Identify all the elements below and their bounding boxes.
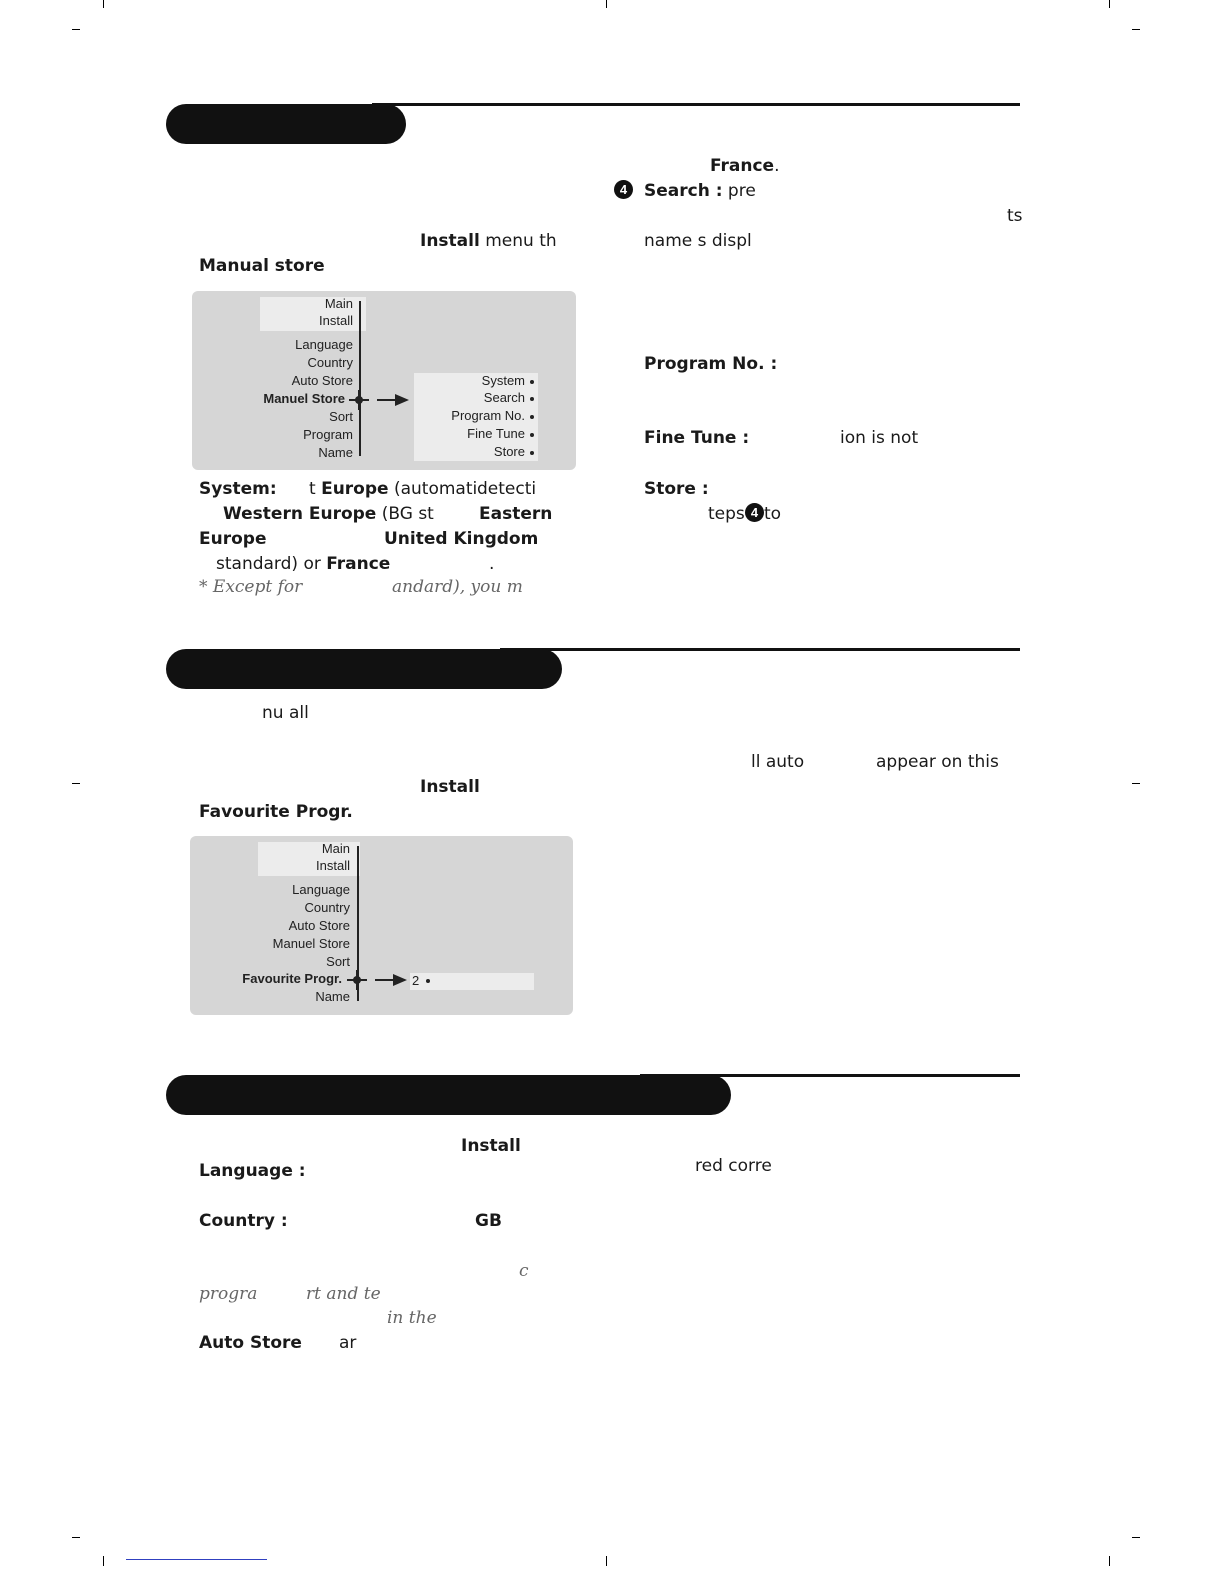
system-t: t bbox=[309, 479, 322, 499]
crop-mark bbox=[1132, 1537, 1140, 1538]
install-keyword: Install bbox=[420, 777, 480, 797]
menu-item-language[interactable]: Language bbox=[295, 337, 353, 352]
menu-item-auto-store[interactable]: Auto Store bbox=[291, 373, 353, 388]
intro-line bbox=[420, 231, 557, 251]
submenu-store[interactable]: Store bbox=[493, 444, 525, 459]
bullet-dot bbox=[426, 979, 430, 983]
country-label: Country : bbox=[199, 1211, 288, 1231]
crop-mark bbox=[1132, 783, 1140, 784]
standard-text: standard) or bbox=[216, 554, 327, 574]
nu-all-text: nu all bbox=[262, 703, 309, 723]
gb-keyword: GB bbox=[475, 1211, 502, 1231]
menu-item-favourite-progr[interactable]: Favourite Progr. bbox=[242, 971, 342, 986]
crop-mark bbox=[1132, 29, 1140, 30]
footnote-b: andard), you m bbox=[392, 577, 523, 597]
western-europe-keyword: Western Europe bbox=[223, 504, 377, 524]
in-the-text: in the bbox=[387, 1308, 437, 1328]
menu-install[interactable]: Install bbox=[319, 313, 353, 328]
france-keyword: France bbox=[326, 554, 391, 574]
progra-text: progra bbox=[199, 1284, 258, 1304]
section-heading-bar bbox=[166, 104, 406, 144]
auto-store-label: Auto Store bbox=[199, 1333, 302, 1353]
appear-text: appear on this bbox=[876, 752, 999, 772]
install-keyword: Install bbox=[420, 231, 480, 251]
detecti-text: detecti bbox=[477, 479, 537, 499]
favourite-menu-panel bbox=[190, 836, 573, 1015]
right-france-dot: . bbox=[774, 156, 780, 176]
automati-text: (automati bbox=[388, 479, 478, 499]
europe-keyword: Europe bbox=[321, 479, 389, 499]
western-line bbox=[223, 504, 434, 524]
bullet-dot bbox=[530, 433, 534, 437]
menu-main[interactable]: Main bbox=[324, 296, 353, 311]
search-line bbox=[644, 181, 756, 201]
menu-connector-line bbox=[359, 301, 361, 456]
footer-link-underline bbox=[126, 1559, 267, 1560]
ll-auto-text: ll auto bbox=[751, 752, 805, 772]
system-label: System: bbox=[199, 479, 277, 499]
menu-item-manual-store[interactable]: Manuel Store bbox=[272, 936, 350, 951]
section-rule bbox=[372, 103, 1020, 106]
ar-text: ar bbox=[339, 1333, 357, 1353]
submenu-system[interactable]: System bbox=[481, 373, 525, 388]
footnote-a: * Except for bbox=[199, 577, 303, 597]
menu-item-manual-store[interactable]: Manuel Store bbox=[263, 391, 345, 406]
menu-item-sort[interactable]: Sort bbox=[326, 954, 350, 969]
menu-item-country[interactable]: Country bbox=[307, 355, 353, 370]
united-kingdom-keyword: United Kingdom bbox=[384, 529, 539, 549]
fine-tune-label: Fine Tune : bbox=[644, 428, 750, 448]
search-label: Search : bbox=[644, 181, 723, 201]
submenu-fine-tune[interactable]: Fine Tune bbox=[467, 426, 525, 441]
crop-mark bbox=[103, 0, 104, 8]
menu-item-name[interactable]: Name bbox=[318, 445, 353, 460]
crop-mark bbox=[103, 1556, 104, 1566]
install-menu-panel bbox=[192, 291, 576, 470]
install-keyword: Install bbox=[461, 1136, 521, 1156]
rt-and-te-text: rt and te bbox=[306, 1284, 381, 1304]
submenu-program-no[interactable]: Program No. bbox=[451, 408, 525, 423]
bullet-dot bbox=[530, 451, 534, 455]
language-label: Language : bbox=[199, 1161, 306, 1181]
step-4-icon: 4 bbox=[614, 180, 633, 199]
crop-mark bbox=[72, 1537, 80, 1538]
menu-item-sort[interactable]: Sort bbox=[329, 409, 353, 424]
bg-text: (BG st bbox=[376, 504, 434, 524]
nav-cursor-arrow-icon bbox=[345, 968, 409, 992]
menu-item-auto-store[interactable]: Auto Store bbox=[288, 918, 350, 933]
crop-mark bbox=[72, 783, 80, 784]
step-4-icon: 4 bbox=[745, 503, 764, 522]
red-corre-text: red corre bbox=[695, 1156, 772, 1176]
menu-main[interactable]: Main bbox=[321, 841, 350, 856]
name-displ-text: name s displ bbox=[644, 231, 752, 251]
search-text: pre bbox=[722, 181, 756, 201]
standard-line bbox=[216, 554, 390, 574]
menu-install[interactable]: Install bbox=[316, 858, 350, 873]
section-heading-bar bbox=[166, 1075, 731, 1115]
favourite-progr-label: Favourite Progr. bbox=[199, 802, 353, 822]
right-france-line bbox=[710, 156, 780, 176]
to-text: to bbox=[764, 504, 782, 524]
manual-store-label: Manual store bbox=[199, 256, 325, 276]
system-text bbox=[309, 479, 477, 499]
right-france-keyword: France bbox=[710, 156, 775, 176]
ts-text: ts bbox=[1007, 206, 1023, 226]
menu-item-country[interactable]: Country bbox=[304, 900, 350, 915]
bullet-dot bbox=[530, 397, 534, 401]
crop-mark bbox=[1109, 0, 1110, 8]
store-label: Store : bbox=[644, 479, 709, 499]
favourite-value: 2 bbox=[412, 973, 420, 988]
section-rule bbox=[500, 648, 1020, 651]
c-text: c bbox=[519, 1261, 529, 1281]
period: . bbox=[489, 554, 495, 574]
crop-mark bbox=[606, 1556, 607, 1566]
submenu-search[interactable]: Search bbox=[483, 390, 525, 405]
bullet-dot bbox=[530, 380, 534, 384]
menu-item-language[interactable]: Language bbox=[292, 882, 350, 897]
ion-not-text: ion is not bbox=[840, 428, 919, 448]
europe-keyword-2: Europe bbox=[199, 529, 267, 549]
system-line bbox=[199, 479, 277, 499]
section-heading-bar bbox=[166, 649, 562, 689]
intro-text: menu th bbox=[479, 231, 557, 251]
eastern-keyword: Eastern bbox=[479, 504, 553, 524]
crop-mark bbox=[72, 29, 80, 30]
menu-item-name[interactable]: Name bbox=[315, 989, 350, 1004]
program-no-label: Program No. : bbox=[644, 354, 778, 374]
bullet-dot bbox=[530, 415, 534, 419]
crop-mark bbox=[606, 0, 607, 8]
crop-mark bbox=[1109, 1556, 1110, 1566]
menu-item-program[interactable]: Program bbox=[303, 427, 353, 442]
nav-cursor-arrow-icon bbox=[347, 388, 411, 412]
teps-text: teps bbox=[708, 504, 745, 524]
